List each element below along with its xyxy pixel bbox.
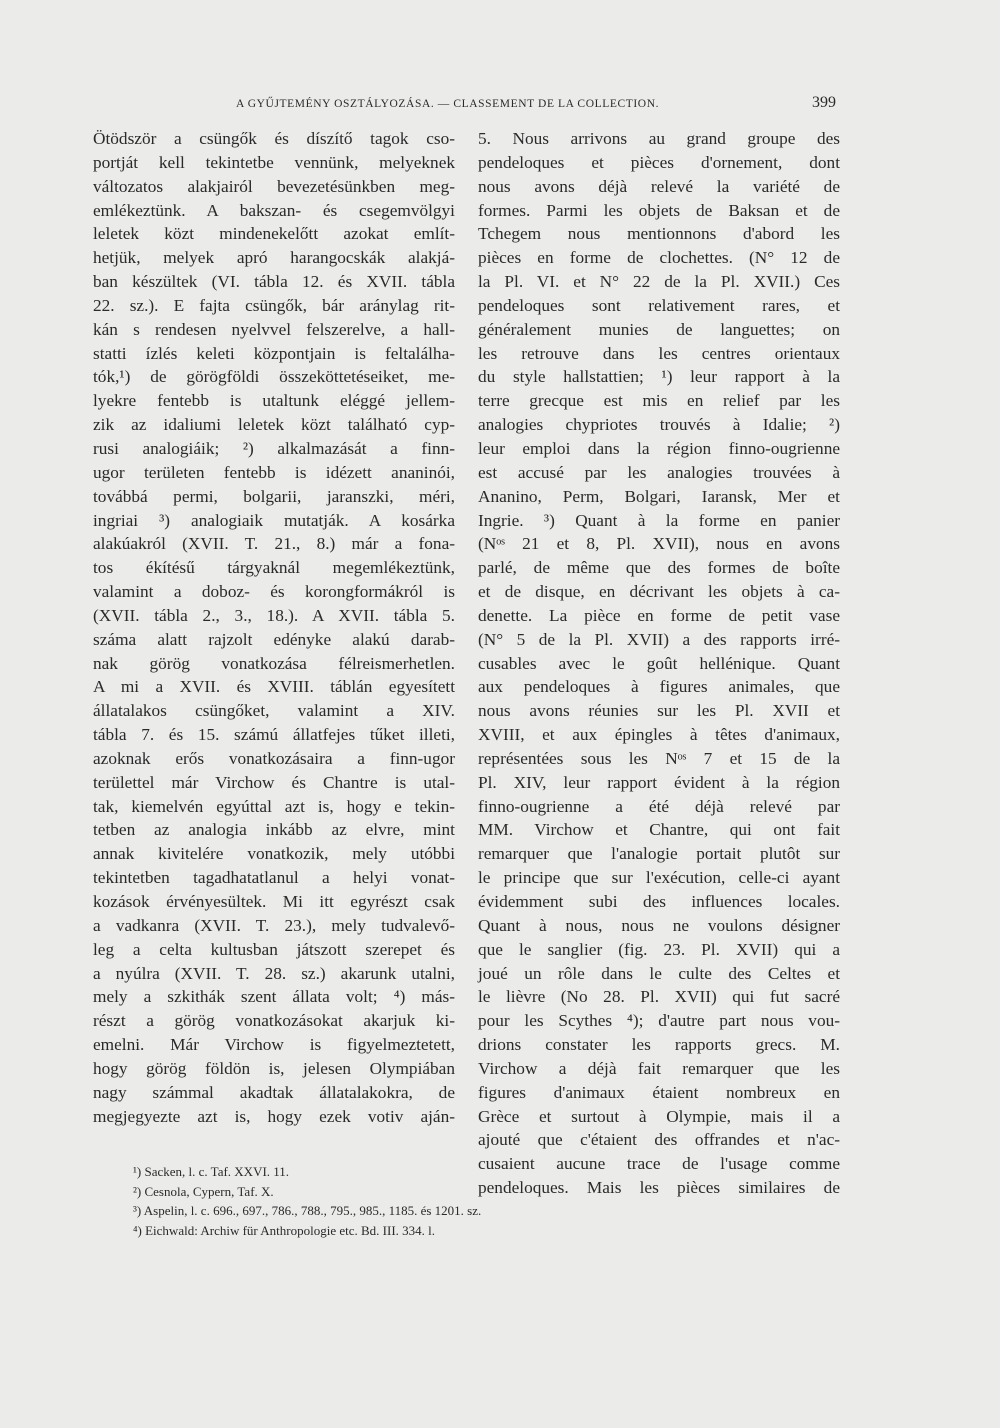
text-line: száma alatt rajzolt edényke alakú darab- xyxy=(93,629,455,649)
hungarian-column xyxy=(93,127,455,1128)
text-line: leletek közt mindenekelőtt azokat említ- xyxy=(93,224,455,244)
text-line: Ingrie. ³) Quant à la forme en panier xyxy=(478,510,840,530)
text-line: kán s rendesen nyelvvel felszerelve, a hall- xyxy=(93,319,455,339)
text-line: représentées sous les Nᵒˢ 7 et 15 de la xyxy=(478,748,840,768)
text-line: nous avons réunies sur les Pl. XVII et xyxy=(478,701,840,721)
text-line: emlékeztünk. A bakszan- és csegemvölgyi xyxy=(93,200,455,220)
text-line: változatos alakjairól bevezetésünkben meg- xyxy=(93,176,455,196)
text-line: analogies chypriotes trouvés à Idalie; ²) xyxy=(478,415,840,435)
running-title: A GYŰJTEMÉNY OSZTÁLYOZÁSA. — CLASSEMENT DE LA COLLECTION. xyxy=(236,98,660,110)
text-line: Pl. XIV, leur rapport évident à la région xyxy=(478,772,840,792)
text-line: lyekre fentebb is utaltunk eléggé jellem- xyxy=(93,391,455,411)
text-line: a nyúlra (XVII. T. 28. sz.) akarunk utalni, xyxy=(93,963,455,983)
text-line: denette. La pièce en forme de petit vase xyxy=(478,605,840,625)
text-line: tábla 7. és 15. számú állatfejes tűket illeti, xyxy=(93,725,455,745)
text-line: pendeloques et pièces d'ornement, dont xyxy=(478,152,840,172)
text-line: nous avons déjà relevé la variété de xyxy=(478,176,840,196)
text-line: annak kivitelére vonatkozik, mely utóbbi xyxy=(93,844,455,864)
text-line: ban készültek (VI. tábla 12. és XVII. tábla xyxy=(93,272,455,292)
text-line: remarquer que l'analogie portait plutôt sur xyxy=(478,844,840,864)
text-line: du style hallstattien; ¹) leur rapport à la xyxy=(478,367,840,387)
text-line: formes. Parmi les objets de Baksan et de xyxy=(478,200,840,220)
text-line: továbbá permi, bolgarii, jaranszki, méri, xyxy=(93,486,455,506)
text-line: leur emploi dans la région finno-ougrienne xyxy=(478,438,840,458)
text-line: a vadkanra (XVII. T. 23.), mely tudvalevő- xyxy=(93,915,455,935)
text-line: nak görög vonatkozása félreismerhetlen. xyxy=(93,653,455,673)
text-line: nagy számmal akadtak állatalakokra, de xyxy=(93,1082,455,1102)
text-line: cusables avec le goût hellénique. Quant xyxy=(478,653,840,673)
footnote: ³) Aspelin, l. c. 696., 697., 786., 788., 795., 985., 1185. és 1201. sz. xyxy=(133,1203,482,1218)
text-line: aux pendeloques à figures animales, que xyxy=(478,677,840,697)
text-line: Ötödször a csüngők és díszítő tagok cso- xyxy=(93,129,455,148)
text-line: généralement munies de languettes; on xyxy=(478,319,840,339)
text-line: XVIII, et aux épingles à têtes d'animaux, xyxy=(478,725,840,745)
text-line: portját kell tekintetbe vennünk, melyeknek xyxy=(93,152,455,172)
footnote: ⁴) Eichwald: Archiw für Anthropologie etc. Bd. III. 334. l. xyxy=(133,1222,436,1238)
text-line: területtel már Virchow és Chantre is utal- xyxy=(93,772,455,792)
text-line: valamint a doboz- és korongformákról is xyxy=(93,582,455,602)
text-line: alakúakról (XVII. T. 21., 8.) már a fona- xyxy=(93,534,455,554)
text-line: hetjük, melyek apró harangocskák alakjá- xyxy=(93,248,455,268)
text-line: tók,¹) de görögföldi összeköttetéseiket, me- xyxy=(93,367,455,387)
text-line: ajouté que c'étaient des offrandes et n'ac- xyxy=(478,1130,840,1150)
text-line: finno-ougrienne a été déjà relevé par xyxy=(478,796,840,816)
text-line: ugor területen fentebb is idézett ananinói, xyxy=(93,462,455,482)
text-line: Ananino, Perm, Bolgari, Iaransk, Mer et xyxy=(478,486,840,506)
text-line: A mi a XVII. és XVIII. táblán egyesített xyxy=(93,677,455,697)
text-line: megjegyezte azt is, hogy ezek votiv aján- xyxy=(93,1106,455,1126)
footnotes xyxy=(133,1162,693,1240)
text-line: (Nᵒˢ 21 et 8, Pl. XVII), nous en avons xyxy=(478,534,840,554)
text-line: évidemment subi des influences locales. xyxy=(478,892,840,911)
text-line: emelni. Már Virchow is figyelmeztetett, xyxy=(93,1035,455,1055)
text-line: pièces en forme de clochettes. (N° 12 de xyxy=(478,248,840,268)
page-number: 399 xyxy=(812,94,836,111)
text-line: azoknak erős vonatkozásaira a finn-ugor xyxy=(93,748,455,768)
text-line: rusi analogiáik; ²) alkalmazását a finn- xyxy=(93,438,455,458)
text-line: parlé, de même que des formes de boîte xyxy=(478,558,840,578)
text-line: figures d'animaux étaient nombreux en xyxy=(478,1082,840,1102)
text-line: pendeloques sont relativement rares, et xyxy=(478,295,840,315)
text-line: mely a szkithák szent állata volt; ⁴) más- xyxy=(93,987,455,1007)
footnote: ²) Cesnola, Cypern, Taf. X. xyxy=(133,1183,274,1199)
text-line: 5. Nous arrivons au grand groupe des xyxy=(478,129,840,148)
text-line: Grèce et surtout à Olympie, mais il a xyxy=(478,1106,840,1126)
text-line: (N° 5 de la Pl. XVII) a des rapports irré- xyxy=(478,629,840,649)
text-line: pour les Scythes ⁴); d'autre part nous vou- xyxy=(478,1011,840,1031)
text-line: la Pl. VI. et N° 22 de la Pl. XVII.) Ces xyxy=(478,272,840,292)
text-line: (XVII. tábla 2., 3., 18.). A XVII. tábla 5. xyxy=(93,605,455,625)
text-line: részt a görög vonatkozásokat akarjuk ki- xyxy=(93,1011,455,1031)
text-line: tetben az analogia inkább az elvre, mint xyxy=(93,820,455,840)
text-line: le principe que sur l'exécution, celle-ci ayant xyxy=(478,868,840,888)
text-line: terre grecque est mis en relief par les xyxy=(478,391,840,411)
text-line: tekintetben tagadhatatlanul a helyi vonat- xyxy=(93,868,455,888)
text-line: Virchow a déjà fait remarquer que les xyxy=(478,1058,840,1078)
footnote: ¹) Sacken, l. c. Taf. XXVI. 11. xyxy=(133,1164,290,1179)
text-line: cusaient aucune trace de l'usage comme xyxy=(478,1154,840,1174)
text-line: tak, kiemelvén egyúttal azt is, hogy e tekin- xyxy=(93,796,455,816)
text-line: leg a celta kultusban játszott szerepet és xyxy=(93,939,455,959)
text-line: tos ékítésű tárgyaknál megemlékeztünk, xyxy=(93,558,455,578)
text-line: et de disque, en décrivant les objets à ca- xyxy=(478,582,840,602)
text-line: les retrouve dans les centres orientaux xyxy=(478,343,840,363)
text-line: zik az idaliumi leletek közt található cyp- xyxy=(93,415,455,435)
text-line: le lièvre (No 28. Pl. XVII) qui fut sacré xyxy=(478,987,840,1007)
text-line: 22. sz.). E fajta csüngők, bár aránylag rit- xyxy=(93,295,455,315)
text-line: statti ízlés keleti központjain is feltalálha- xyxy=(93,343,455,363)
french-column xyxy=(478,127,840,1200)
text-line: ingriai ³) analogiaik mutatják. A kosárka xyxy=(93,510,455,530)
text-line: pendeloques. Mais les pièces similaires de xyxy=(478,1178,840,1198)
running-header xyxy=(236,94,836,114)
text-line: est accusé par les analogies trouvées à xyxy=(478,462,840,482)
text-line: Tchegem nous mentionnons d'abord les xyxy=(478,224,840,244)
text-line: állatalakos csüngőket, valamint a XIV. xyxy=(93,701,455,721)
text-line: drions constater les rapports grecs. M. xyxy=(478,1035,840,1055)
text-line: kozások érvényesültek. Mi itt egyrészt csak xyxy=(93,892,455,911)
text-line: hogy görög földön is, jelesen Olympiában xyxy=(93,1058,455,1078)
text-line: joué un rôle dans le culte des Celtes et xyxy=(478,963,840,983)
text-line: que le sanglier (fig. 23. Pl. XVII) qui a xyxy=(478,939,840,959)
text-line: MM. Virchow et Chantre, qui ont fait xyxy=(478,820,840,840)
text-line: Quant à nous, nous ne voulons désigner xyxy=(478,915,840,935)
